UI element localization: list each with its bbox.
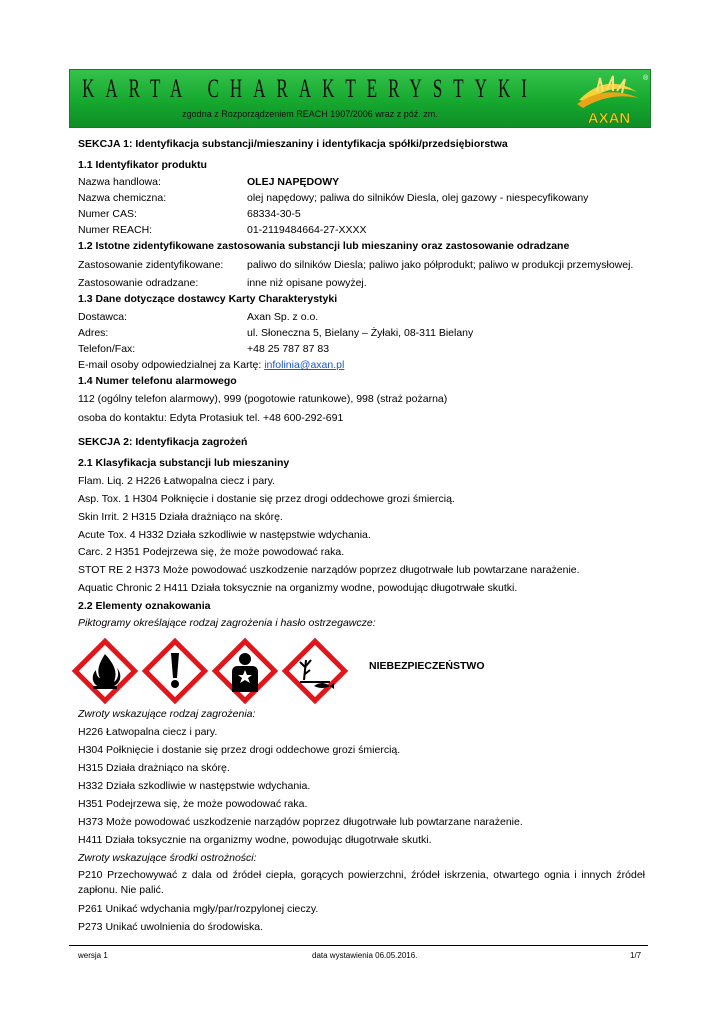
email-label: E-mail osoby odpowiedzialnej za Kartę:: [78, 359, 262, 371]
subsection-1-2-heading: 1.2 Istotne zidentyfikowane zastosowania substancji lub mieszaniny oraz zastosowanie odradzane: [78, 240, 570, 252]
footer-date: data wystawienia 06.05.2016.: [312, 951, 418, 960]
reach-value: 01-2119484664-27-XXXX: [247, 224, 367, 236]
document-title: KARTA CHARAKTERYSTYKI: [82, 73, 538, 103]
identified-use-value: paliwo do silników Diesla; paliwo jako półprodukt; paliwo w produkcji przemysłowej.: [247, 259, 634, 271]
precautionary-p210: P210 Przechowywać z dala od źródeł ciepła, gorących powierzchni, źródeł iskrzenia, otwartego ognia i innych źródeł zapłonu. Nie palić.: [78, 869, 645, 896]
chemical-name-label: Nazwa chemiczna:: [78, 192, 167, 204]
reach-label: Numer REACH:: [78, 224, 153, 236]
cas-value: 68334-30-5: [247, 208, 301, 220]
classification-line: Carc. 2 H351 Podejrzewa się, że może powodować raka.: [78, 546, 345, 558]
precautionary-p273: P273 Unikać uwolnienia do środowiska.: [78, 921, 264, 933]
section-1-heading: SEKCJA 1: Identyfikacja substancji/mieszaniny i identyfikacja spółki/przedsiębiorstwa: [78, 138, 508, 150]
contact-person: osoba do kontaktu: Edyta Protasiuk tel. +48 600-292-691: [78, 412, 344, 424]
advised-against-value: inne niż opisane powyżej.: [247, 277, 367, 289]
trade-name-label: Nazwa handlowa:: [78, 176, 161, 188]
subsection-1-3-heading: 1.3 Dane dotyczące dostawcy Karty Charakterystyki: [78, 293, 338, 305]
subsection-1-1-heading: 1.1 Identyfikator produktu: [78, 159, 207, 171]
address-label: Adres:: [78, 327, 109, 339]
identified-use-label: Zastosowanie zidentyfikowane:: [78, 259, 224, 271]
phone-label: Telefon/Fax:: [78, 343, 136, 355]
hazard-statement: H226 Łatwopalna ciecz i pary.: [78, 726, 218, 738]
signal-word: NIEBEZPIECZEŃSTWO: [369, 660, 485, 672]
hazard-statements-label: Zwroty wskazujące rodzaj zagrożenia:: [78, 708, 256, 720]
hazard-statement: H351 Podejrzewa się, że może powodować raka.: [78, 798, 308, 810]
email-link[interactable]: infolinia@axan.pl: [264, 359, 345, 371]
cas-label: Numer CAS:: [78, 208, 137, 220]
supplier-label: Dostawca:: [78, 311, 128, 323]
precautionary-p261: P261 Unikać wdychania mgły/par/rozpylonej cieczy.: [78, 903, 319, 915]
emergency-numbers: 112 (ogólny telefon alarmowy), 999 (pogotowie ratunkowe), 998 (straż pożarna): [78, 393, 448, 405]
hazard-statement: H373 Może powodować uszkodzenie narządów poprzez długotrwałe lub powtarzane narażenie.: [78, 816, 523, 828]
exclamation-icon: [140, 636, 210, 706]
hazard-statement: H411 Działa toksycznie na organizmy wodne, powodując długotrwałe skutki.: [78, 834, 432, 846]
classification-line: Asp. Tox. 1 H304 Połknięcie i dostanie się przez drogi oddechowe grozi śmiercią.: [78, 493, 455, 505]
classification-line: Acute Tox. 4 H332 Działa szkodliwie w następstwie wdychania.: [78, 529, 371, 541]
hazard-statement: H304 Połknięcie i dostanie się przez drogi oddechowe grozi śmiercią.: [78, 744, 401, 756]
axan-logo: [567, 70, 650, 127]
health-hazard-icon: [210, 636, 280, 706]
footer-version: wersja 1: [78, 951, 108, 960]
section-2-heading: SEKCJA 2: Identyfikacja zagrożeń: [78, 436, 248, 448]
header-banner: [69, 69, 651, 128]
document-subtitle: zgodna z Rozporządzeniem REACH 1907/2006 wraz z póź. zm.: [182, 109, 438, 119]
precautionary-label: Zwroty wskazujące środki ostrożności:: [78, 852, 257, 864]
environment-icon: [280, 636, 350, 706]
logo-registered-mark: ®: [643, 75, 649, 82]
logo-text: AXAN: [587, 110, 631, 127]
flame-icon: [70, 636, 140, 706]
footer-page-number: 1/7: [630, 951, 642, 960]
email-row: [78, 359, 344, 372]
subsection-1-4-heading: 1.4 Numer telefonu alarmowego: [78, 375, 237, 387]
supplier-value: Axan Sp. z o.o.: [247, 311, 319, 323]
hazard-statement: H332 Działa szkodliwie w następstwie wdychania.: [78, 780, 311, 792]
classification-line: Flam. Liq. 2 H226 Łatwopalna ciecz i pary.: [78, 475, 276, 487]
subsection-2-1-heading: 2.1 Klasyfikacja substancji lub mieszaniny: [78, 457, 290, 469]
classification-line: Skin Irrit. 2 H315 Działa drażniąco na skórę.: [78, 511, 283, 523]
phone-value: +48 25 787 87 83: [247, 343, 330, 355]
pictograms-label: Piktogramy określające rodzaj zagrożenia i hasło ostrzegawcze:: [78, 617, 376, 629]
hazard-statement: H315 Działa drażniąco na skórę.: [78, 762, 230, 774]
subsection-2-2-heading: 2.2 Elementy oznakowania: [78, 600, 211, 612]
classification-line: Aquatic Chronic 2 H411 Działa toksycznie na organizmy wodne, powodując długotrwałe skutki.: [78, 582, 518, 594]
classification-line: STOT RE 2 H373 Może powodować uszkodzenie narządów poprzez długotrwałe lub powtarzane narażenie.: [78, 564, 580, 576]
footer-divider: [69, 945, 648, 946]
address-value: ul. Słoneczna 5, Bielany – Żyłaki, 08-311 Bielany: [247, 327, 474, 339]
trade-name-value: OLEJ NAPĘDOWY: [247, 176, 340, 188]
advised-against-label: Zastosowanie odradzane:: [78, 277, 199, 289]
chemical-name-value: olej napędowy; paliwa do silników Diesla, olej gazowy - niespecyfikowany: [247, 192, 589, 204]
